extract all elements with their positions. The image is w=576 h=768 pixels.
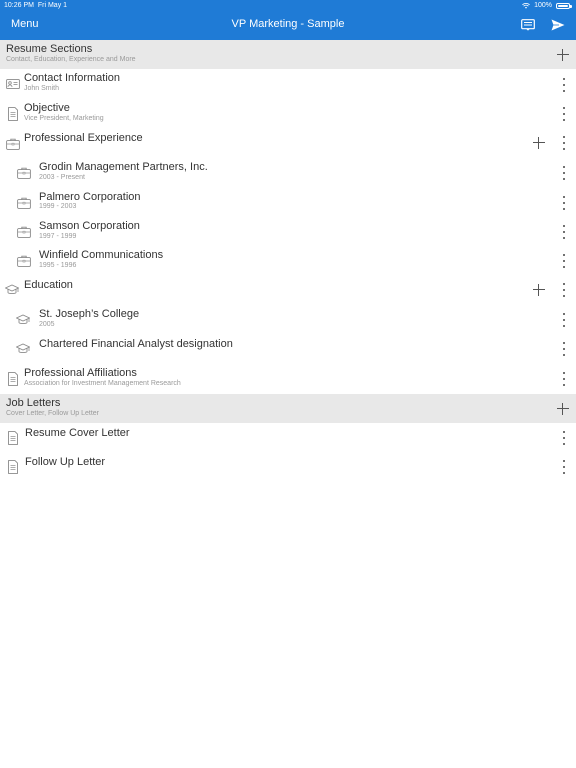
graduation-cap-icon bbox=[16, 313, 30, 327]
item-subtitle: 1999 - 2003 bbox=[39, 203, 77, 210]
more-options-icon[interactable] bbox=[561, 225, 567, 239]
item-title: Contact Information bbox=[24, 72, 120, 84]
briefcase-icon bbox=[17, 166, 31, 180]
list-item-contact[interactable] bbox=[0, 69, 576, 99]
add-education-button[interactable] bbox=[533, 284, 545, 296]
more-options-icon[interactable] bbox=[561, 78, 567, 92]
more-options-icon[interactable] bbox=[561, 283, 567, 297]
item-title: Chartered Financial Analyst designation bbox=[39, 338, 233, 350]
graduation-cap-icon bbox=[5, 283, 19, 297]
item-title: Objective bbox=[24, 102, 70, 114]
status-right bbox=[522, 0, 570, 12]
more-options-icon[interactable] bbox=[561, 136, 567, 150]
item-title: St. Joseph’s College bbox=[39, 308, 140, 320]
item-subtitle: 2003 - Present bbox=[39, 174, 85, 181]
list-item-objective[interactable] bbox=[0, 99, 576, 129]
send-icon[interactable] bbox=[549, 17, 567, 33]
more-options-icon[interactable] bbox=[561, 196, 567, 210]
briefcase-icon bbox=[17, 254, 31, 268]
list-item-education-entry[interactable] bbox=[0, 305, 576, 335]
status-time-date bbox=[4, 0, 67, 12]
more-options-icon[interactable] bbox=[561, 313, 567, 327]
add-section-button[interactable] bbox=[557, 49, 569, 61]
document-icon bbox=[6, 107, 20, 121]
item-title: Samson Corporation bbox=[39, 220, 140, 232]
item-subtitle: Vice President, Marketing bbox=[24, 115, 104, 122]
item-title: Grodin Management Partners, Inc. bbox=[39, 161, 208, 173]
item-title: Palmero Corporation bbox=[39, 191, 141, 203]
list-item-professional-affiliations[interactable] bbox=[0, 364, 576, 394]
briefcase-icon bbox=[17, 225, 31, 239]
status-time: 10:26 PM bbox=[4, 2, 34, 9]
list-item-letter[interactable] bbox=[0, 453, 576, 483]
more-options-icon[interactable] bbox=[561, 254, 567, 268]
more-options-icon[interactable] bbox=[561, 372, 567, 386]
item-title: Professional Affiliations bbox=[24, 367, 137, 379]
top-bar bbox=[0, 0, 576, 40]
item-title: Winfield Communications bbox=[39, 249, 164, 261]
add-experience-button[interactable] bbox=[533, 137, 545, 149]
list-item-experience-entry[interactable] bbox=[0, 158, 576, 188]
item-subtitle: Association for Investment Management Research bbox=[24, 380, 181, 387]
document-icon bbox=[6, 460, 20, 474]
add-letter-button[interactable] bbox=[557, 403, 569, 415]
list-item-experience-entry[interactable] bbox=[0, 247, 576, 277]
menu-button[interactable]: Menu bbox=[11, 18, 39, 30]
list-item-experience-entry[interactable] bbox=[0, 188, 576, 218]
section-subtitle: Contact, Education, Experience and More bbox=[6, 56, 136, 63]
battery-icon bbox=[556, 3, 570, 9]
item-subtitle: 1997 - 1999 bbox=[39, 233, 77, 240]
briefcase-icon bbox=[17, 196, 31, 210]
job-letters-header bbox=[0, 394, 576, 423]
more-options-icon[interactable] bbox=[561, 460, 567, 474]
item-title: Follow Up Letter bbox=[25, 456, 106, 468]
more-options-icon[interactable] bbox=[561, 107, 567, 121]
briefcase-icon bbox=[6, 137, 20, 151]
item-subtitle: 1995 - 1996 bbox=[39, 262, 77, 269]
item-title: Resume Cover Letter bbox=[25, 427, 130, 439]
list-item-experience-entry[interactable] bbox=[0, 217, 576, 247]
section-title: Resume Sections bbox=[6, 43, 93, 55]
list-item-education[interactable] bbox=[0, 276, 576, 306]
preview-icon[interactable] bbox=[519, 17, 537, 33]
section-subtitle: Cover Letter, Follow Up Letter bbox=[6, 410, 99, 417]
item-title: Professional Experience bbox=[24, 132, 143, 144]
more-options-icon[interactable] bbox=[561, 166, 567, 180]
battery-percent: 100% bbox=[534, 2, 552, 9]
status-date: Fri May 1 bbox=[37, 2, 68, 9]
document-icon bbox=[6, 372, 20, 386]
section-title: Job Letters bbox=[6, 397, 61, 409]
page-title: VP Marketing - Sample bbox=[231, 18, 345, 30]
graduation-cap-icon bbox=[16, 342, 30, 356]
list-item-letter[interactable] bbox=[0, 423, 576, 453]
list-item-education-entry[interactable] bbox=[0, 335, 576, 365]
status-bar bbox=[0, 0, 576, 12]
list-item-professional-experience[interactable] bbox=[0, 129, 576, 159]
contact-card-icon bbox=[6, 77, 20, 91]
item-subtitle: John Smith bbox=[24, 85, 60, 92]
more-options-icon[interactable] bbox=[561, 431, 567, 445]
item-title: Education bbox=[24, 279, 73, 291]
more-options-icon[interactable] bbox=[561, 342, 567, 356]
document-icon bbox=[6, 431, 20, 445]
wifi-icon bbox=[522, 3, 530, 9]
resume-sections-header bbox=[0, 40, 576, 69]
item-subtitle: 2005 bbox=[39, 321, 55, 328]
nav-bar bbox=[0, 12, 576, 40]
